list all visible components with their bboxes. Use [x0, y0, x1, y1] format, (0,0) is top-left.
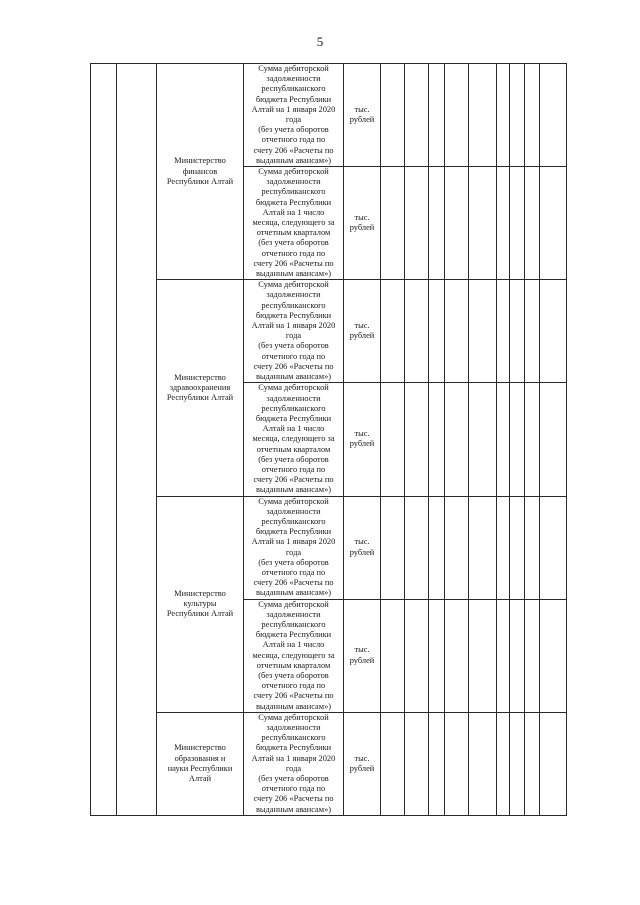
indicator-name: Сумма дебиторской задолженности республиканского бюджета Республики Алтай на 1 число месяца, следующего за отчетным кварталом (без учета оборотов отчетного года по счету 206 «Расчеты по выданным авансам») [244, 599, 344, 712]
indicator-name: Сумма дебиторской задолженности республиканского бюджета Республики Алтай на 1 число месяца, следующего за отчетным кварталом (без учета оборотов отчетного года по счету 206 «Расчеты по выданным авансам») [244, 383, 344, 496]
value-cell [540, 280, 567, 383]
value-cell [381, 383, 405, 496]
unit-cell: тыс. рублей [344, 280, 381, 383]
unit-cell: тыс. рублей [344, 496, 381, 599]
table-row [91, 280, 567, 383]
value-cell [381, 599, 405, 712]
value-cell [497, 383, 510, 496]
ministry-name: Министерство культуры Республики Алтай [157, 496, 244, 712]
value-cell [497, 64, 510, 167]
value-cell [469, 280, 497, 383]
value-cell [381, 712, 405, 815]
value-cell [510, 167, 525, 280]
value-cell [469, 599, 497, 712]
value-cell [540, 599, 567, 712]
page-number: 5 [316, 34, 324, 49]
value-cell [405, 383, 429, 496]
value-cell [540, 496, 567, 599]
value-cell [405, 64, 429, 167]
value-cell [497, 496, 510, 599]
indicator-name: Сумма дебиторской задолженности республиканского бюджета Республики Алтай на 1 число месяца, следующего за отчетным кварталом (без учета оборотов отчетного года по счету 206 «Расчеты по выданным авансам») [244, 167, 344, 280]
value-cell [540, 64, 567, 167]
value-cell [540, 712, 567, 815]
table-row [91, 712, 567, 815]
unit-cell: тыс. рублей [344, 712, 381, 815]
value-cell [525, 599, 540, 712]
value-cell [445, 64, 469, 167]
value-cell [429, 383, 445, 496]
value-cell [510, 496, 525, 599]
table-row [91, 496, 567, 599]
value-cell [469, 712, 497, 815]
value-cell [525, 167, 540, 280]
report-table [90, 63, 567, 816]
indicator-name: Сумма дебиторской задолженности республиканского бюджета Республики Алтай на 1 января 2020 года (без учета оборотов отчетного года по счету 206 «Расчеты по выданным авансам») [244, 64, 344, 167]
value-cell [381, 167, 405, 280]
unit-cell: тыс. рублей [344, 383, 381, 496]
value-cell [405, 280, 429, 383]
value-cell [445, 383, 469, 496]
value-cell [510, 383, 525, 496]
indicator-name: Сумма дебиторской задолженности республиканского бюджета Республики Алтай на 1 января 2020 года (без учета оборотов отчетного года по счету 206 «Расчеты по выданным авансам») [244, 280, 344, 383]
value-cell [381, 496, 405, 599]
value-cell [405, 712, 429, 815]
value-cell [497, 167, 510, 280]
value-cell [405, 599, 429, 712]
value-cell [497, 712, 510, 815]
value-cell [525, 280, 540, 383]
indicator-name: Сумма дебиторской задолженности республиканского бюджета Республики Алтай на 1 января 2020 года (без учета оборотов отчетного года по счету 206 «Расчеты по выданным авансам») [244, 712, 344, 815]
ministry-name: Министерство образования и науки Республики Алтай [157, 712, 244, 815]
value-cell [429, 280, 445, 383]
value-cell [497, 280, 510, 383]
value-cell [510, 64, 525, 167]
unit-cell: тыс. рублей [344, 599, 381, 712]
value-cell [445, 712, 469, 815]
value-cell [429, 599, 445, 712]
value-cell [525, 64, 540, 167]
value-cell [445, 496, 469, 599]
value-cell [525, 383, 540, 496]
value-cell [469, 64, 497, 167]
value-cell [510, 280, 525, 383]
empty-cell [117, 64, 157, 816]
unit-cell: тыс. рублей [344, 167, 381, 280]
value-cell [525, 496, 540, 599]
unit-cell: тыс. рублей [344, 64, 381, 167]
value-cell [381, 64, 405, 167]
value-cell [497, 599, 510, 712]
ministry-name: Министерство здравоохранения Республики Алтай [157, 280, 244, 496]
value-cell [429, 64, 445, 167]
value-cell [381, 280, 405, 383]
value-cell [469, 383, 497, 496]
value-cell [445, 599, 469, 712]
value-cell [510, 712, 525, 815]
value-cell [429, 167, 445, 280]
value-cell [469, 167, 497, 280]
table-row [91, 64, 567, 167]
value-cell [405, 167, 429, 280]
value-cell [525, 712, 540, 815]
value-cell [510, 599, 525, 712]
value-cell [540, 167, 567, 280]
indicator-name: Сумма дебиторской задолженности республиканского бюджета Республики Алтай на 1 января 2020 года (без учета оборотов отчетного года по счету 206 «Расчеты по выданным авансам») [244, 496, 344, 599]
value-cell [469, 496, 497, 599]
value-cell [445, 280, 469, 383]
value-cell [445, 167, 469, 280]
value-cell [429, 496, 445, 599]
value-cell [429, 712, 445, 815]
value-cell [540, 383, 567, 496]
empty-cell [91, 64, 117, 816]
value-cell [405, 496, 429, 599]
ministry-name: Министерство финансов Республики Алтай [157, 64, 244, 280]
